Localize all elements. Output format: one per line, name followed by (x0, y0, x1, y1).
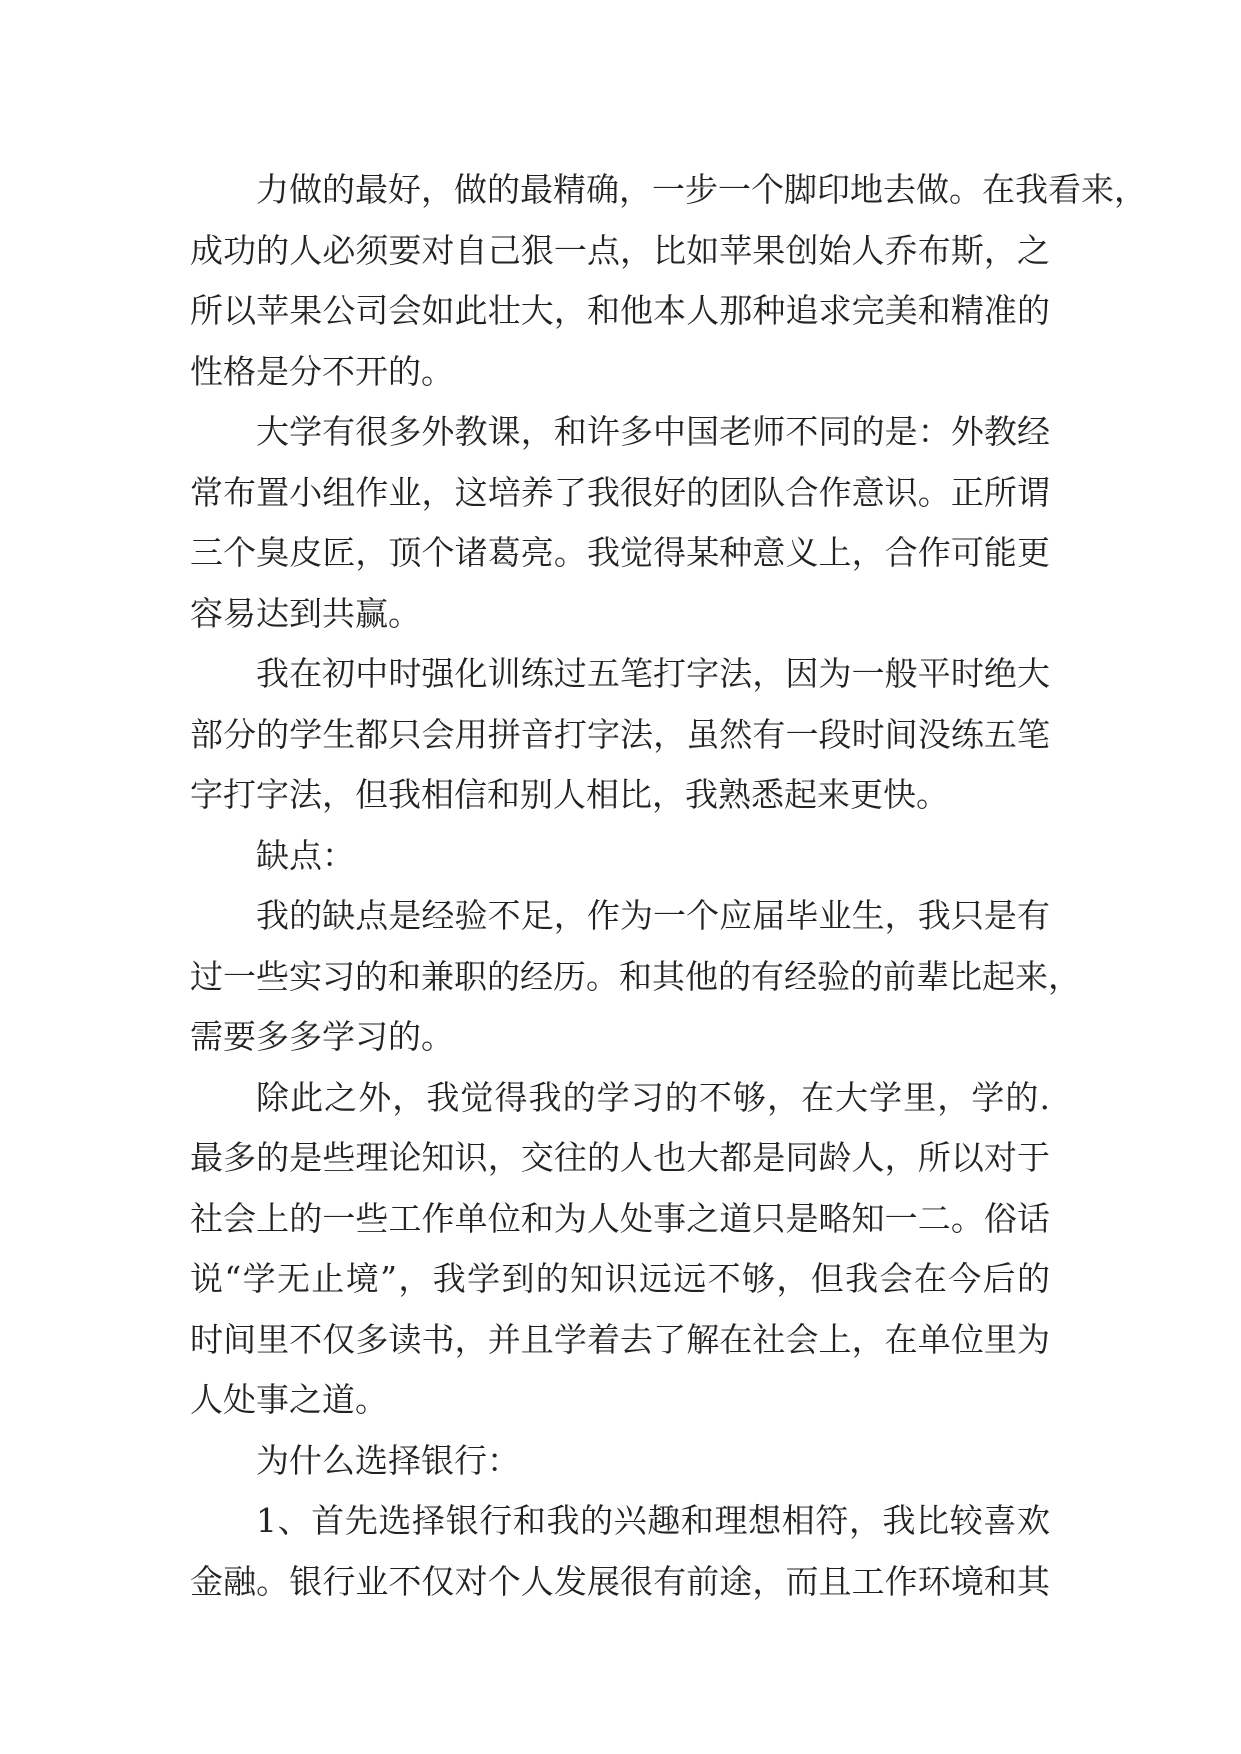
text-line: 需要多多学习的。 (190, 1017, 454, 1056)
text-line: 我的缺点是经验不足，作为一个应届毕业生，我只是有 (256, 896, 1050, 935)
text-line: 时间里不仅多读书，并且学着去了解在社会上，在单位里为 (190, 1319, 1050, 1359)
text-line: 金融。银行业不仅对个人发展很有前途，而且工作环境和其 (190, 1561, 1050, 1601)
document-body (190, 160, 1147, 1612)
text-line: 说“学无止境”，我学到的知识远远不够，但我会在今后的 (190, 1259, 1050, 1298)
paragraph-learning (190, 1068, 1050, 1431)
section-heading: 缺点： (256, 835, 355, 875)
text-line: 人处事之道。 (190, 1380, 388, 1419)
section-heading: 为什么选择银行： (256, 1440, 520, 1480)
text-line: 所以苹果公司会如此壮大，和他本人那种追求完美和精准的 (190, 291, 1050, 330)
paragraph-foreign-teacher (190, 402, 1050, 644)
text-line: 容易达到共赢。 (190, 593, 421, 633)
text-line: 性格是分不开的。 (190, 351, 454, 391)
paragraph-reason-1 (190, 1491, 1050, 1612)
paragraph-typing (190, 644, 1050, 826)
text-line: 过一些实习的和兼职的经历。和其他的有经验的前辈比起来， (190, 956, 1081, 996)
text-line: 部分的学生都只会用拼音打字法，虽然有一段时间没练五笔 (190, 714, 1050, 754)
heading-why-bank (190, 1431, 1050, 1492)
paragraph-experience (190, 886, 1081, 1068)
text-line: 社会上的一些工作单位和为人处事之道只是略知一二。俗话 (190, 1198, 1050, 1238)
text-line: 1、首先选择银行和我的兴趣和理想相符，我比较喜欢 (256, 1501, 1050, 1540)
heading-weakness (190, 826, 1050, 887)
text-line: 三个臭皮匠，顶个诸葛亮。我觉得某种意义上，合作可能更 (190, 533, 1050, 572)
text-line: 除此之外，我觉得我的学习的不够，在大学里，学的. (256, 1077, 1050, 1117)
text-line: 常布置小组作业，这培养了我很好的团队合作意识。正所谓 (190, 472, 1050, 512)
text-line: 最多的是些理论知识，交往的人也大都是同龄人，所以对于 (190, 1138, 1050, 1177)
text-line: 成功的人必须要对自己狠一点，比如苹果创始人乔布斯，之 (190, 230, 1050, 270)
text-line: 字打字法，但我相信和别人相比，我熟悉起来更快。 (190, 775, 949, 814)
text-line: 我在初中时强化训练过五笔打字法，因为一般平时绝大 (256, 654, 1050, 693)
text-line: 大学有很多外教课，和许多中国老师不同的是：外教经 (256, 412, 1050, 451)
paragraph-continued (190, 160, 1147, 402)
text-line: 力做的最好，做的最精确，一步一个脚印地去做。在我看来， (256, 170, 1147, 209)
